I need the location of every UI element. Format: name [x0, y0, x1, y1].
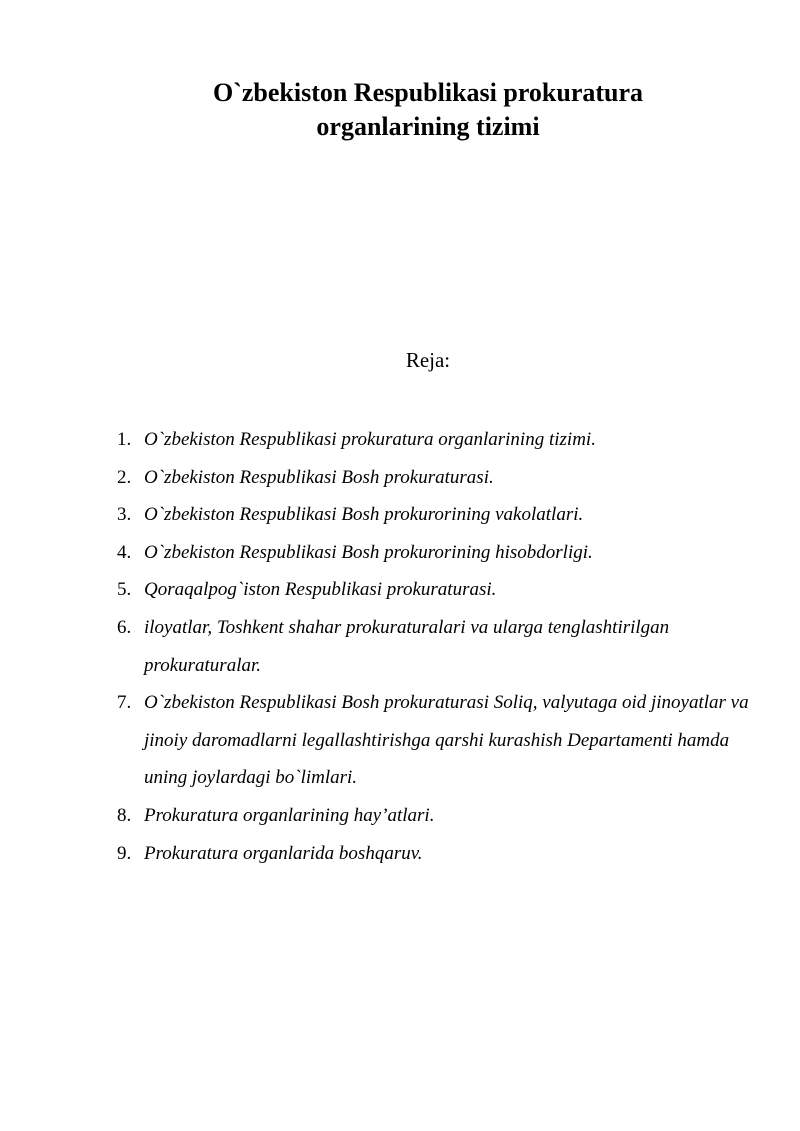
plan-item-text: O`zbekiston Respublikasi prokuratura organlarining tizimi. — [144, 429, 596, 450]
plan-item-text: O`zbekiston Respublikasi Bosh prokurorining hisobdorligi. — [144, 541, 593, 563]
plan-item — [117, 797, 757, 835]
plan-item-text: Prokuratura organlarining hay’atlari. — [144, 804, 435, 826]
plan-item-text: O`zbekiston Respublikasi Bosh prokuraturasi. — [144, 466, 494, 488]
plan-item-number: 4. — [117, 541, 132, 563]
plan-item-number: 8. — [117, 804, 132, 826]
plan-item-number: 3. — [117, 504, 132, 526]
plan-item — [117, 609, 757, 684]
plan-item-number: 6. — [117, 616, 132, 638]
plan-item — [117, 421, 757, 459]
title-line-1: O`zbekiston Respublikasi prokuratura — [212, 78, 644, 107]
plan-item-text: O`zbekiston Respublikasi Bosh prokuraturasi Soliq, valyutaga oid jinoyatlar va jinoiy daromadlarni legallashtirishga qarshi kurashish Departamenti hamda uning joylardagi bo`limlari. — [144, 692, 749, 789]
plan-item-number: 5. — [117, 579, 132, 601]
page-title — [0, 76, 800, 144]
plan-item-number: 2. — [117, 466, 132, 488]
plan-item — [117, 571, 757, 609]
plan-item — [117, 835, 757, 873]
plan-item-text: Prokuratura organlarida boshqaruv. — [144, 842, 423, 864]
title-line-2: organlarining tizimi — [316, 112, 540, 141]
plan-list — [117, 421, 757, 872]
plan-item — [117, 496, 757, 534]
plan-item — [117, 684, 757, 797]
plan-item-text: iloyatlar, Toshkent shahar prokuraturalari va ularga tenglashtirilgan prokuraturalar. — [144, 616, 670, 676]
plan-item-number: 7. — [117, 692, 132, 714]
plan-item-number: 9. — [117, 842, 132, 864]
plan-item — [117, 459, 757, 497]
plan-heading: Reja: — [405, 348, 451, 372]
plan-item-text: Qoraqalpog`iston Respublikasi prokuraturasi. — [144, 579, 497, 601]
plan-item-text: O`zbekiston Respublikasi Bosh prokurorining vakolatlari. — [144, 504, 584, 526]
plan-item — [117, 534, 757, 572]
plan-item-number: 1. — [117, 429, 132, 450]
